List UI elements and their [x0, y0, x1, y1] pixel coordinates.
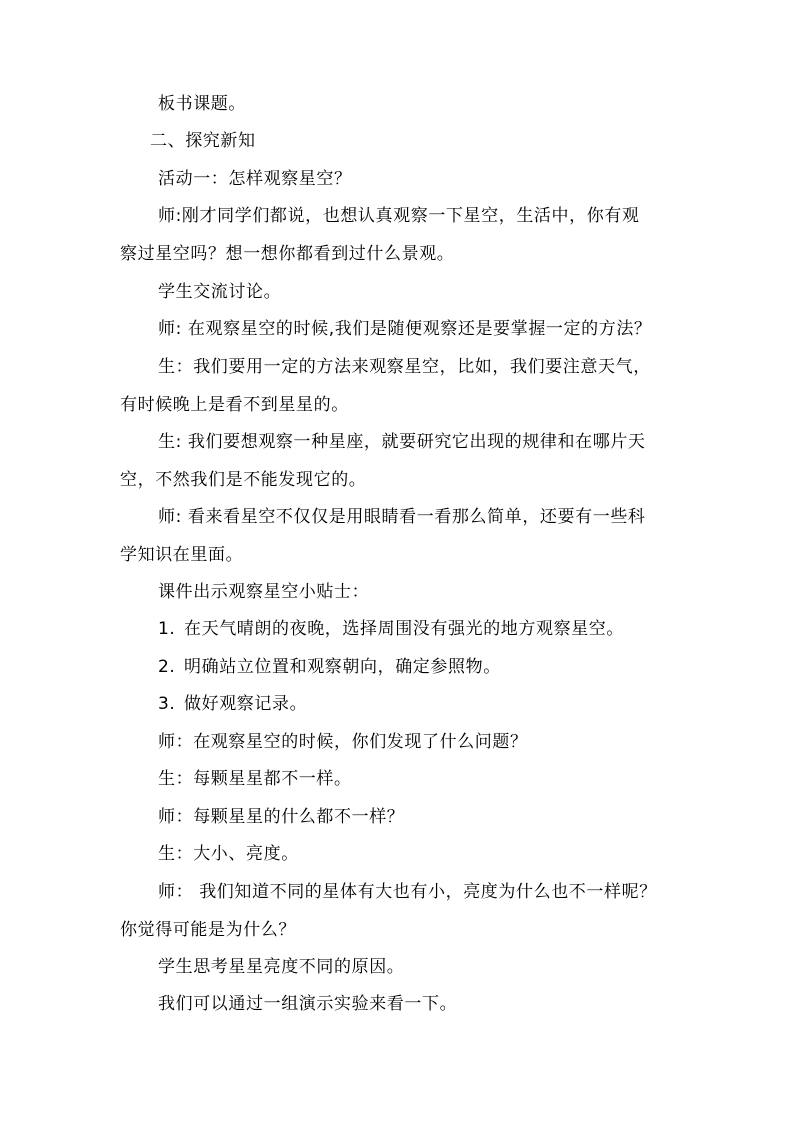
text-line: 师：每颗星星的什么都不一样？ [158, 807, 405, 827]
paragraph-experiment [120, 986, 684, 1024]
paragraph-student-4 [120, 836, 684, 874]
text-line: 你觉得可能是为什么？ [120, 919, 296, 940]
list-text: 在天气晴朗的夜晚，选择周围没有强光的地方观察星空。 [184, 619, 624, 639]
list-item-3 [120, 686, 684, 724]
text-line: 活动一：怎样观察星空？ [158, 169, 352, 189]
paragraph-student-3 [120, 761, 684, 799]
list-line [120, 649, 684, 687]
text-line: 课件出示观察星空小贴士： [158, 582, 370, 602]
text-line: 学生思考星星亮度不同的原因。 [158, 957, 405, 977]
text-line: 师:刚才同学们都说，也想认真观察一下星空，生活中，你有观 [158, 206, 640, 226]
paragraph-student-thinking [120, 949, 684, 987]
text-line: 学生交流讨论。 [158, 282, 282, 302]
text-line: 空，不然我们是不能发现它的。 [120, 469, 367, 490]
text-line: 师: 在观察星空的时候,我们是随便观察还是要掌握一定的方法？ [158, 319, 652, 339]
paragraph-student-2 [120, 424, 684, 499]
list-number: 2. [158, 657, 176, 677]
text-line: 我们可以通过一组演示实验来看一下。 [158, 994, 458, 1014]
paragraph-student-1 [120, 349, 684, 424]
text-line: 学知识在里面。 [120, 544, 244, 565]
paragraph-teacher-3 [120, 499, 684, 574]
list-number: 3. [158, 694, 176, 714]
paragraph-teacher-2 [120, 311, 684, 349]
paragraph-board-title [120, 86, 684, 124]
list-item-2 [120, 649, 684, 687]
list-line [120, 686, 684, 724]
text-line: 生：大小、亮度。 [158, 844, 299, 864]
paragraph-teacher-6 [120, 874, 684, 949]
text-line: 生：我们要用一定的方法来观察星空，比如，我们要注意天气， [158, 357, 651, 377]
paragraph-teacher-5 [120, 799, 684, 837]
text-line: 师：在观察星空的时候，你们发现了什么问题？ [158, 732, 528, 752]
paragraph-teacher-4 [120, 724, 684, 762]
text-line: 生：每颗星星都不一样。 [158, 769, 352, 789]
text-line: 师: 看来看星空不仅仅是用眼睛看一看那么简单，还要有一些科 [158, 507, 646, 527]
list-text: 明确站立位置和观察朝向，确定参照物。 [184, 657, 501, 677]
list-line [120, 611, 684, 649]
text-line: 察过星空吗？想一想你都看到过什么景观。 [120, 243, 455, 264]
section-heading [120, 123, 684, 161]
text-line: 有时候晚上是看不到星星的。 [120, 394, 349, 415]
text-line: 师： 我们知道不同的星体有大也有小，亮度为什么也不一样呢？ [158, 882, 657, 902]
text-line: 二、探究新知 [150, 131, 256, 151]
paragraph-tips-intro [120, 574, 684, 612]
text-line: 板书课题。 [158, 94, 246, 114]
paragraph-discussion [120, 274, 684, 312]
activity-heading [120, 161, 684, 199]
list-text: 做好观察记录。 [184, 694, 308, 714]
list-item-1 [120, 611, 684, 649]
text-line: 生: 我们要想观察一种星座，就要研究它出现的规律和在哪片天 [158, 432, 646, 452]
paragraph-teacher-1 [120, 198, 684, 273]
list-number: 1. [158, 619, 176, 639]
